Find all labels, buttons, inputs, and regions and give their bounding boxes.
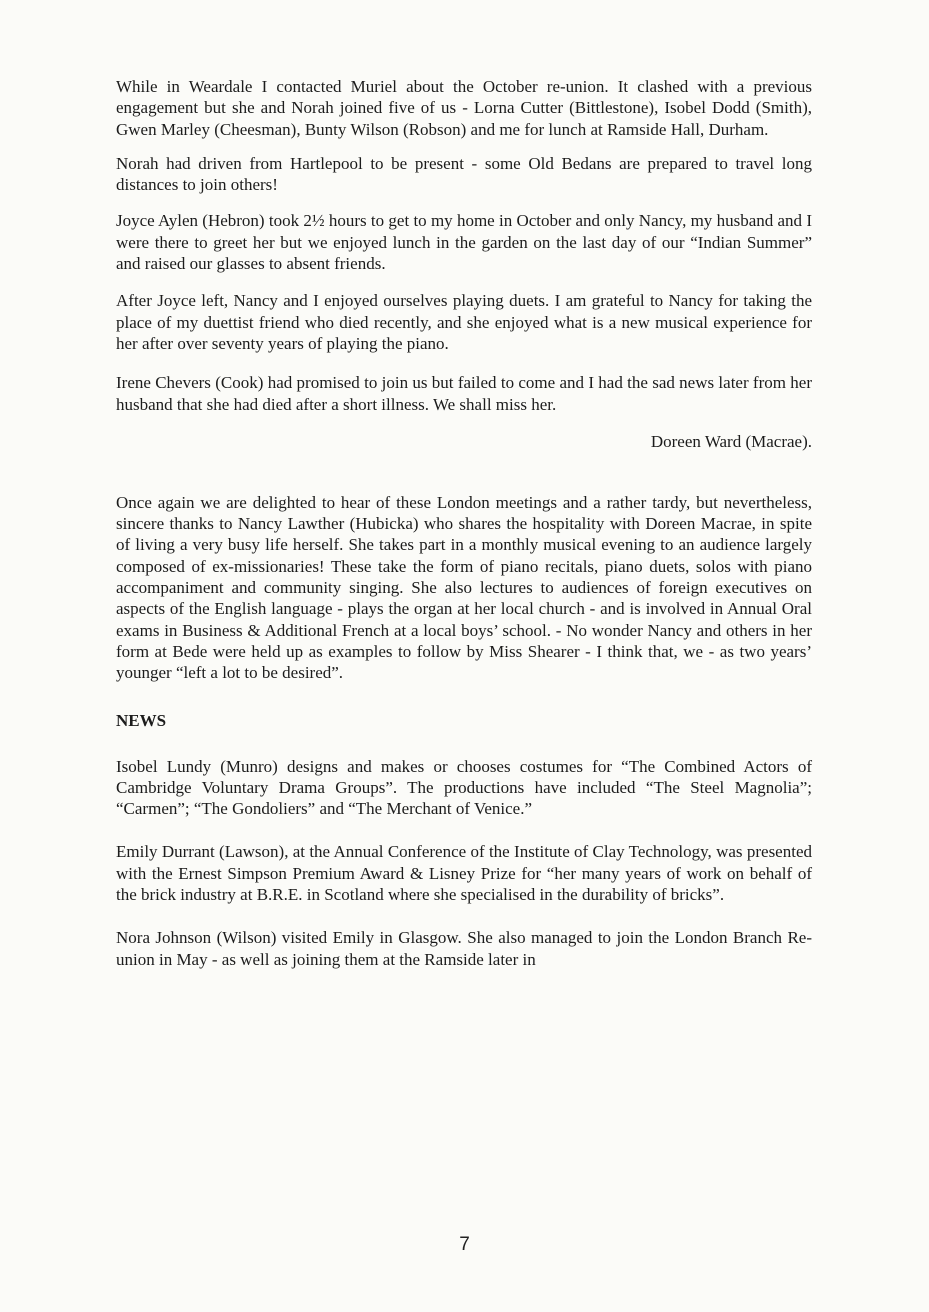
news-heading: NEWS	[116, 710, 167, 730]
paragraph-isobel-lundy: Isobel Lundy (Munro) designs and makes or chooses costumes for “The Combined Actors of Cambridge Voluntary Drama Groups”. The productions have included “The Steel Magnolia”; “Carmen”; “The Gondoliers” and “The Merchant of Venice.”	[116, 756, 812, 819]
paragraph-london-meetings: Once again we are delighted to hear of these London meetings and a rather tardy, but nevertheless, sincere thanks to Nancy Lawther (Hubicka) who shares the hospitality with Doreen Macrae, in spite of living a very busy life herself. She takes part in a monthly musical evening to an audience largely composed of ex-missionaries! These take the form of piano recitals, piano duets, solos with piano accompaniment and community singing. She also lectures to audiences of foreign executives on aspects of the English language - plays the organ at her local church - and is involved in Annual Oral exams in Business & Additional French at a local boys’ school. - No wonder Nancy and others in her form at Bede were held up as examples to follow by Miss Shearer - I think that, we - as two years’ younger “left a lot to be desired”.	[116, 492, 812, 683]
paragraph-emily-durrant: Emily Durrant (Lawson), at the Annual Conference of the Institute of Clay Technology, was presented with the Ernest Simpson Premium Award & Lisney Prize for “her many years of work on behalf of the brick industry at B.R.E. in Scotland where she specialised in the durability of bricks”.	[116, 842, 812, 905]
page-body	[116, 76, 812, 970]
paragraph-duets: After Joyce left, Nancy and I enjoyed ourselves playing duets. I am grateful to Nancy for taking the place of my duettist friend who died recently, and she enjoyed what is a new musical experience for her after over seventy years of playing the piano.	[116, 291, 812, 353]
paragraph-irene-chevers: Irene Chevers (Cook) had promised to join us but failed to come and I had the sad news later from her husband that she had died after a short illness. We shall miss her.	[116, 373, 812, 414]
paragraph-norah: Norah had driven from Hartlepool to be present - some Old Bedans are prepared to travel long distances to join others!	[116, 153, 812, 195]
paragraph-weardale: While in Weardale I contacted Muriel about the October re-union. It clashed with a previous engagement but she and Norah joined five of us - Lorna Cutter (Bittlestone), Isobel Dodd (Smith), Gwen Marley (Cheesman), Bunty Wilson (Robson) and me for lunch at Ramside Hall, Durham.	[116, 77, 812, 139]
paragraph-nora-johnson: Nora Johnson (Wilson) visited Emily in Glasgow. She also managed to join the London Branch Re-union in May - as well as joining them at the Ramside later in	[116, 928, 812, 969]
signature: Doreen Ward (Macrae).	[650, 431, 812, 451]
paragraph-joyce-aylen: Joyce Aylen (Hebron) took 2½ hours to get to my home in October and only Nancy, my husband and I were there to greet her but we enjoyed lunch in the garden on the last day of our “Indian Summer” and raised our glasses to absent friends.	[116, 211, 812, 274]
page-number: 7	[459, 1234, 470, 1255]
